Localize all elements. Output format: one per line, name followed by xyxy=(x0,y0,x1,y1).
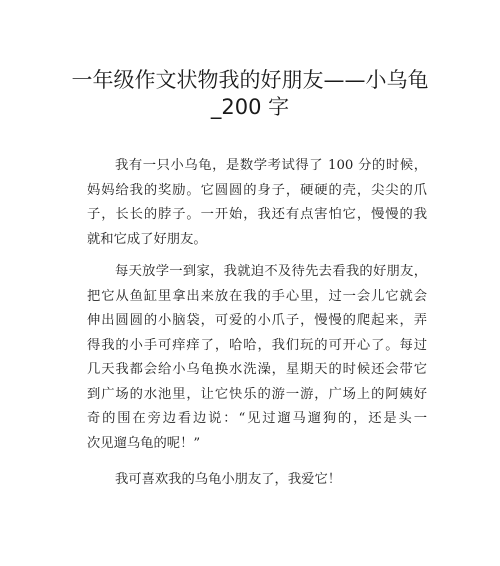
document-title-line-1: 一年级作文状物我的好朋友——小乌龟 xyxy=(71,68,429,92)
paragraph-line: 每天放学一到家，我就迫不及待先去看我的好朋友， xyxy=(115,264,427,279)
paragraph-line: 得我的小手可痒痒了，哈哈，我们玩的可开心了。每过 xyxy=(87,337,427,353)
paragraph-line: 我可喜欢我的乌龟小朋友了，我爱它！ xyxy=(115,472,342,487)
paragraph-2 xyxy=(87,260,427,456)
paragraph-line: 把它从鱼缸里拿出来放在我的手心里，过一会儿它就会 xyxy=(87,288,427,304)
paragraph-line: 奇的围在旁边看边说：“见过遛马遛狗的，还是头一 xyxy=(87,411,427,426)
paragraph-line: 次见遛乌龟的呢！” xyxy=(87,435,201,451)
paragraph-1 xyxy=(87,154,427,252)
paragraph-line: 伸出圆圆的小脑袋，可爱的小爪子，慢慢的爬起来，弄 xyxy=(87,313,427,328)
paragraph-line: 子，长长的脖子。一开始，我还有点害怕它，慢慢的我 xyxy=(87,207,427,222)
document-title-line-2: _200 字 xyxy=(210,95,290,119)
paragraph-line: 妈妈给我的奖励。它圆圆的身子，硬硬的壳，尖尖的爪 xyxy=(87,182,427,198)
paragraph-line: 我有一只小乌龟，是数学考试得了 100 分的时候， xyxy=(115,158,427,173)
paragraph-line: 就和它成了好朋友。 xyxy=(87,231,207,247)
paragraph-line: 几天我都会给小乌龟换水洗澡，星期天的时候还会带它 xyxy=(87,362,427,377)
paragraph-line: 到广场的水池里，让它快乐的游一游，广场上的阿姨好 xyxy=(87,386,427,402)
paragraph-3 xyxy=(87,468,427,493)
